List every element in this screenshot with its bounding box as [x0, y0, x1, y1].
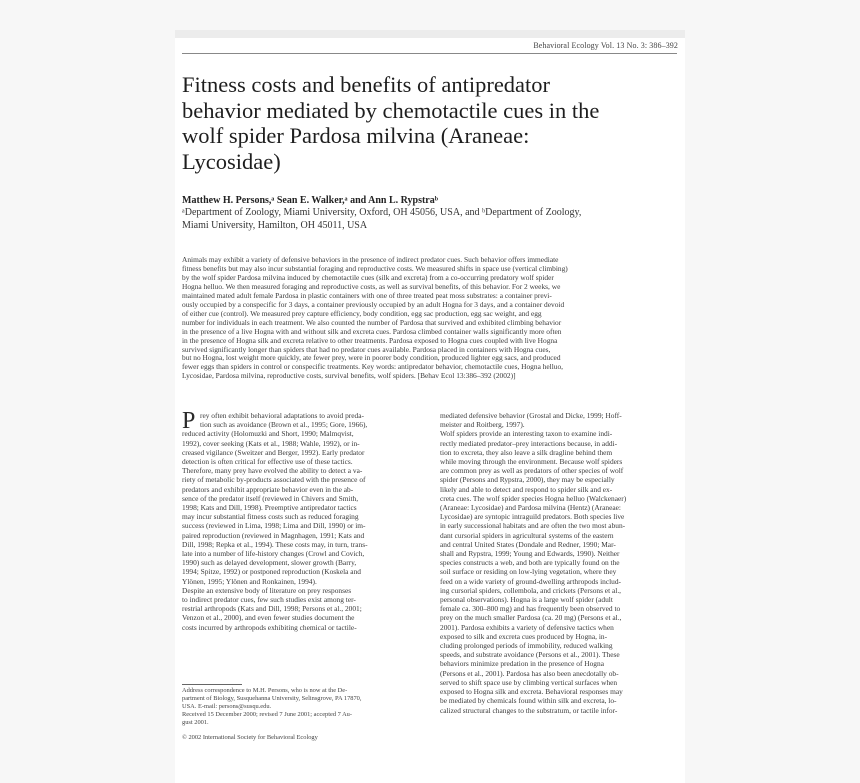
drop-cap: P — [182, 408, 196, 434]
body-line: 1990) such as delayed development, slower growth (Barry, — [182, 558, 357, 568]
paper-title — [182, 72, 682, 174]
body-line: predators and exhibit appropriate behavior even in the ab- — [182, 484, 354, 494]
body-line: Despite an extensive body of literature on prey responses — [182, 585, 352, 595]
abstract-line: by the wolf spider Pardosa milvina induced by chemotactile cues (silk and excreta) from a co-occurring predatory wolf spider — [182, 273, 554, 282]
body-line: Venzon et al., 2000), and even fewer studies document the — [182, 613, 355, 623]
body-line: spider (Persons and Rypstra, 2000), they may be especially — [440, 475, 615, 485]
body-line: female ca. 300–800 mg) and has frequently been observed to — [440, 604, 621, 614]
abstract-line: of either cue (control). We measured prey capture efficiency, body condition, egg sac production, egg sac weight, and egg — [182, 309, 542, 318]
body-line: be mediated by chemicals found within silk and excreta, lo- — [440, 696, 617, 706]
body-line: 1992), cover seeking (Kats et al., 1988; Wahle, 1992), or in- — [182, 438, 360, 448]
body-line: are common prey as well as predators of other species of wolf — [440, 466, 624, 476]
title-line: wolf spider Pardosa milvina (Araneae: — [182, 123, 530, 148]
body-line: and central United States (Dondale and Redner, 1990; Mar- — [440, 539, 616, 549]
body-line: rey often exhibit behavioral adaptations to avoid preda- — [200, 411, 364, 420]
body-column-right — [440, 411, 678, 715]
body-line: while moving through the environment. Because wolf spiders — [440, 457, 623, 467]
body-line: Dill, 1998; Repka et al., 1994). These costs may, in turn, trans- — [182, 539, 368, 549]
body-line: dant cursorial spiders in agricultural systems of the eastern — [440, 530, 614, 540]
body-line: calized structural changes to the substratum, or tactile infor- — [440, 705, 618, 715]
abstract-line: survived significantly longer than spiders that had no predator cues available. Pardosa placed in containers with Hogna cues, — [182, 345, 551, 354]
body-line: reduced activity (Holomuzki and Short, 1990; Malmqvist, — [182, 429, 354, 439]
body-line: Lycosidae) are syntopic intraguild predators. Both species live — [440, 512, 625, 522]
affiliations — [182, 207, 682, 232]
body-line: exposed to Hogna silk and excreta. Behavioral responses may — [440, 687, 623, 697]
body-line: served to shift space use by climbing vertical surfaces when — [440, 677, 618, 687]
body-line: cluding prolonged periods of immobility, reduced walking — [440, 641, 613, 651]
body-line: tion such as avoidance (Brown et al., 1995; Gore, 1966), — [200, 420, 368, 430]
body-line: riety of metabolic by-products associated with the presence of — [182, 475, 366, 485]
body-line: Therefore, many prey have evolved the ability to detect a va- — [182, 466, 363, 476]
body-line: prey on the much smaller Pardosa (ca. 20 mg) (Persons et al., — [440, 613, 622, 623]
abstract-line: maintained mated adult female Pardosa in plastic containers with one of three treated peat moss substrates: a container previ- — [182, 291, 552, 300]
abstract-line: Lycosidae, Pardosa milvina, reproductive costs, survival benefits, wolf spiders. [Behav Ecol 13:386–392 (2002)] — [182, 372, 516, 381]
abstract-line: in the presence of a live Hogna with and without silk and excreta cues. Pardosa climbed container walls significantly more often — [182, 327, 562, 336]
abstract-line: fewer eggs than spiders in control or conspecific treatments. Key words: antipredator behavior, chemotactile cues, Hogna helluo, — [182, 363, 564, 372]
body-line: behaviors minimize predation in the presence of Hogna — [440, 659, 604, 669]
abstract-line: ously occupied by a conspecific for 3 days, a container previously occupied by an adult Hogna for 3 days, and a container devoid — [182, 300, 565, 309]
body-line: (Araneae: Lycosidae) and Pardosa milvina (Hentz) (Araneae: — [440, 503, 621, 513]
body-line: 1998; Kats and Dill, 1998). Preemptive antipredator tactics — [182, 503, 357, 513]
page-top-band — [175, 30, 685, 38]
body-line: likely and able to detect and respond to spider silk and ex- — [440, 484, 613, 494]
body-line: costs incurred by arthropods exhibiting chemical or tactile- — [182, 622, 357, 632]
footnote-line: USA. E-mail: persons@susqu.edu. — [182, 703, 272, 711]
footnote-rule — [182, 684, 242, 685]
author-list: Matthew H. Persons,ᵃ Sean E. Walker,ᵃ and Ann L. Rypstraᵇ — [182, 195, 438, 206]
body-line: Wolf spiders provide an interesting taxon to examine indi- — [440, 429, 613, 439]
body-line: (Persons et al., 2001). Pardosa has also been anecdotally ob- — [440, 668, 619, 678]
body-line: creased vigilance (Sweitzer and Berger, 1992). Early predator — [182, 447, 365, 457]
body-line: species constructs a web, and both are typically found on the — [440, 558, 620, 568]
running-head: Behavioral Ecology Vol. 13 No. 3: 386–392 — [533, 41, 678, 50]
body-line: rectly mediated predator–prey interactions because, in addi- — [440, 438, 618, 448]
abstract-line: Hogna helluo. We then measured foraging and reproductive costs, as well as survival benefits, of this behavior. For 2 weeks, we — [182, 282, 561, 291]
abstract-line: but no Hogna, lost weight more quickly, ate fewer prey, were in poorer body condition, produced lighter egg sacs, and produced — [182, 354, 561, 363]
body-line: paired reproduction (reviewed in Magnhagen, 1991; Kats and — [182, 530, 365, 540]
footnote-line: partment of Biology, Susquehanna University, Selinsgrove, PA 17870, — [182, 695, 362, 703]
header-rule — [182, 53, 677, 54]
body-line: in early successional habitats and are often the two most abun- — [440, 521, 626, 531]
abstract-line: number for individuals in each treatment. We also counted the number of Pardosa that survived and exhibited climbing behavior — [182, 318, 562, 327]
affiliation-line: ᵃDepartment of Zoology, Miami University, Oxford, OH 45056, USA, and ᵇDepartment of Zoology, — [182, 207, 582, 218]
body-line: sence of the predator itself (reviewed in Chivers and Smith, — [182, 493, 359, 503]
body-line: may incur substantial fitness costs such as reduced foraging — [182, 512, 359, 522]
abstract-line: fitness benefits but may also incur substantial foraging and reproductive costs. We measured shifts in space use (vertical climbing) — [182, 264, 568, 273]
body-line: creta cues. The wolf spider species Hogna helluo (Walckenaer) — [440, 493, 627, 503]
abstract — [182, 256, 679, 381]
body-line: to indirect predator cues, few such studies exist among ter- — [182, 595, 356, 605]
footnotes — [182, 687, 402, 727]
body-line: restrial arthropods (Kats and Dill, 1998; Persons et al., 2001; — [182, 604, 362, 614]
body-line: 1994; Spitze, 1992) or postponed reproduction (Koskela and — [182, 567, 361, 577]
body-line: mediated defensive behavior (Grostal and Dicke, 1999; Hoff- — [440, 411, 622, 420]
body-line: meister and Roitberg, 1997). — [440, 420, 525, 430]
body-line: speeds, and substrate avoidance (Persons et al., 2001). These — [440, 650, 620, 660]
abstract-line: in the presence of Hogna silk and excreta relative to other treatments. Pardosa exposed to Hogna cues coupled with live Hogna — [182, 336, 558, 345]
title-line: behavior mediated by chemotactile cues in the — [182, 97, 600, 123]
footnote-line: Received 15 December 2000; revised 7 June 2001; accepted 7 Au- — [182, 711, 353, 719]
body-line: soil surface or residing on low-lying vegetation, where they — [440, 567, 617, 577]
body-line: ing cursorial spiders, collembola, and crickets (Persons et al., — [440, 585, 622, 595]
title-line: Lycosidae) — [182, 148, 281, 174]
body-line: success (reviewed in Lima, 1998; Lima and Dill, 1990) or im- — [182, 521, 366, 531]
footnote-line: Address correspondence to M.H. Persons, who is now at the De- — [182, 687, 348, 694]
affiliation-line: Miami University, Hamilton, OH 45011, USA — [182, 219, 368, 231]
body-line: shall and Rypstra, 1999; Young and Edwards, 1990). Neither — [440, 549, 620, 559]
body-line: late into a number of life-history changes (Crowl and Covich, — [182, 549, 365, 559]
body-line: personal observations). Hogna is a large wolf spider (adult — [440, 595, 613, 605]
body-line: 2001). Pardosa exhibits a variety of defensive tactics when — [440, 622, 614, 632]
body-column-left — [182, 408, 395, 632]
body-line: exposed to silk and excreta cues produced by Hogna, in- — [440, 631, 608, 641]
body-line: Ylönen, 1995; Ylönen and Ronkainen, 1994). — [182, 576, 317, 586]
body-line: feed on a wide variety of ground-dwelling arthropods includ- — [440, 576, 622, 586]
title-line: Fitness costs and benefits of antipredator — [182, 72, 551, 97]
body-line: detection is often critical for effective use of these tactics. — [182, 457, 353, 467]
body-line: tion to excreta, they also leave a silk dragline behind them — [440, 447, 613, 457]
footnote-line: gust 2001. — [182, 719, 209, 727]
abstract-line: Animals may exhibit a variety of defensive behaviors in the presence of indirect predator cues. Such behavior offers immediate — [182, 256, 559, 264]
copyright-notice: © 2002 International Society for Behavioral Ecology — [182, 734, 318, 741]
